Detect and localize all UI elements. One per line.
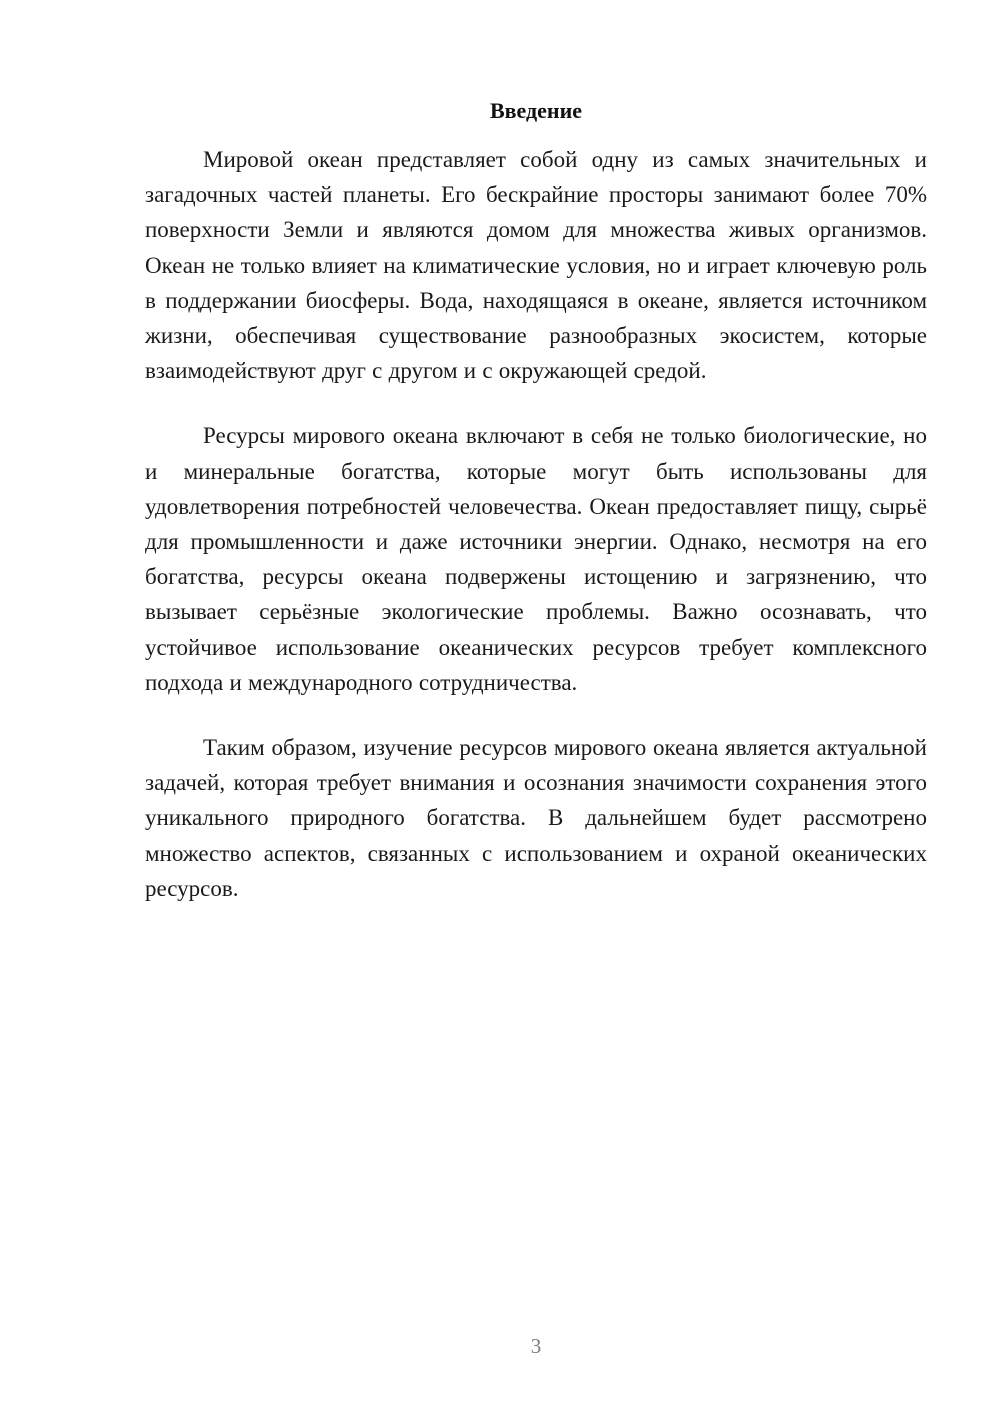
section-title: Введение [489, 98, 583, 123]
paragraph-intro: Мировой океан представляет собой одну из самых значительных и загадочных частей планеты. Его бескрайние просторы занимают более 70% поверхности Земли и являются домом для множества живых организмов. Океан не только влияет на климатические условия, но и играет ключевую роль в поддержании биосферы. Вода, находящаяся в океане, является источником жизни, обеспечивая существование разнообразных экосистем, которые взаимодействуют друг с другом и с окружающей средой. [145, 147, 927, 384]
paragraph-conclusion: Таким образом, изучение ресурсов мирового океана является актуальной задачей, которая требует внимания и осознания значимости сохранения этого уникального природного богатства. В дальнейшем будет рассмотрено множество аспектов, связанных с использованием и охраной океанических ресурсов. [145, 735, 927, 901]
page-content [145, 96, 927, 936]
paragraph-resources: Ресурсы мирового океана включают в себя не только биологические, но и минеральные богатства, которые могут быть использованы для удовлетворения потребностей человечества. Океан предоставляет пищу, сырьё для промышленности и даже источники энергии. Однако, несмотря на его богатства, ресурсы океана подвержены истощению и загрязнению, что вызывает серьёзные экологические проблемы. Важно осознавать, что устойчивое использование океанических ресурсов требует комплексного подхода и международного сотрудничества. [145, 423, 927, 695]
page-number: 3 [530, 1334, 542, 1358]
